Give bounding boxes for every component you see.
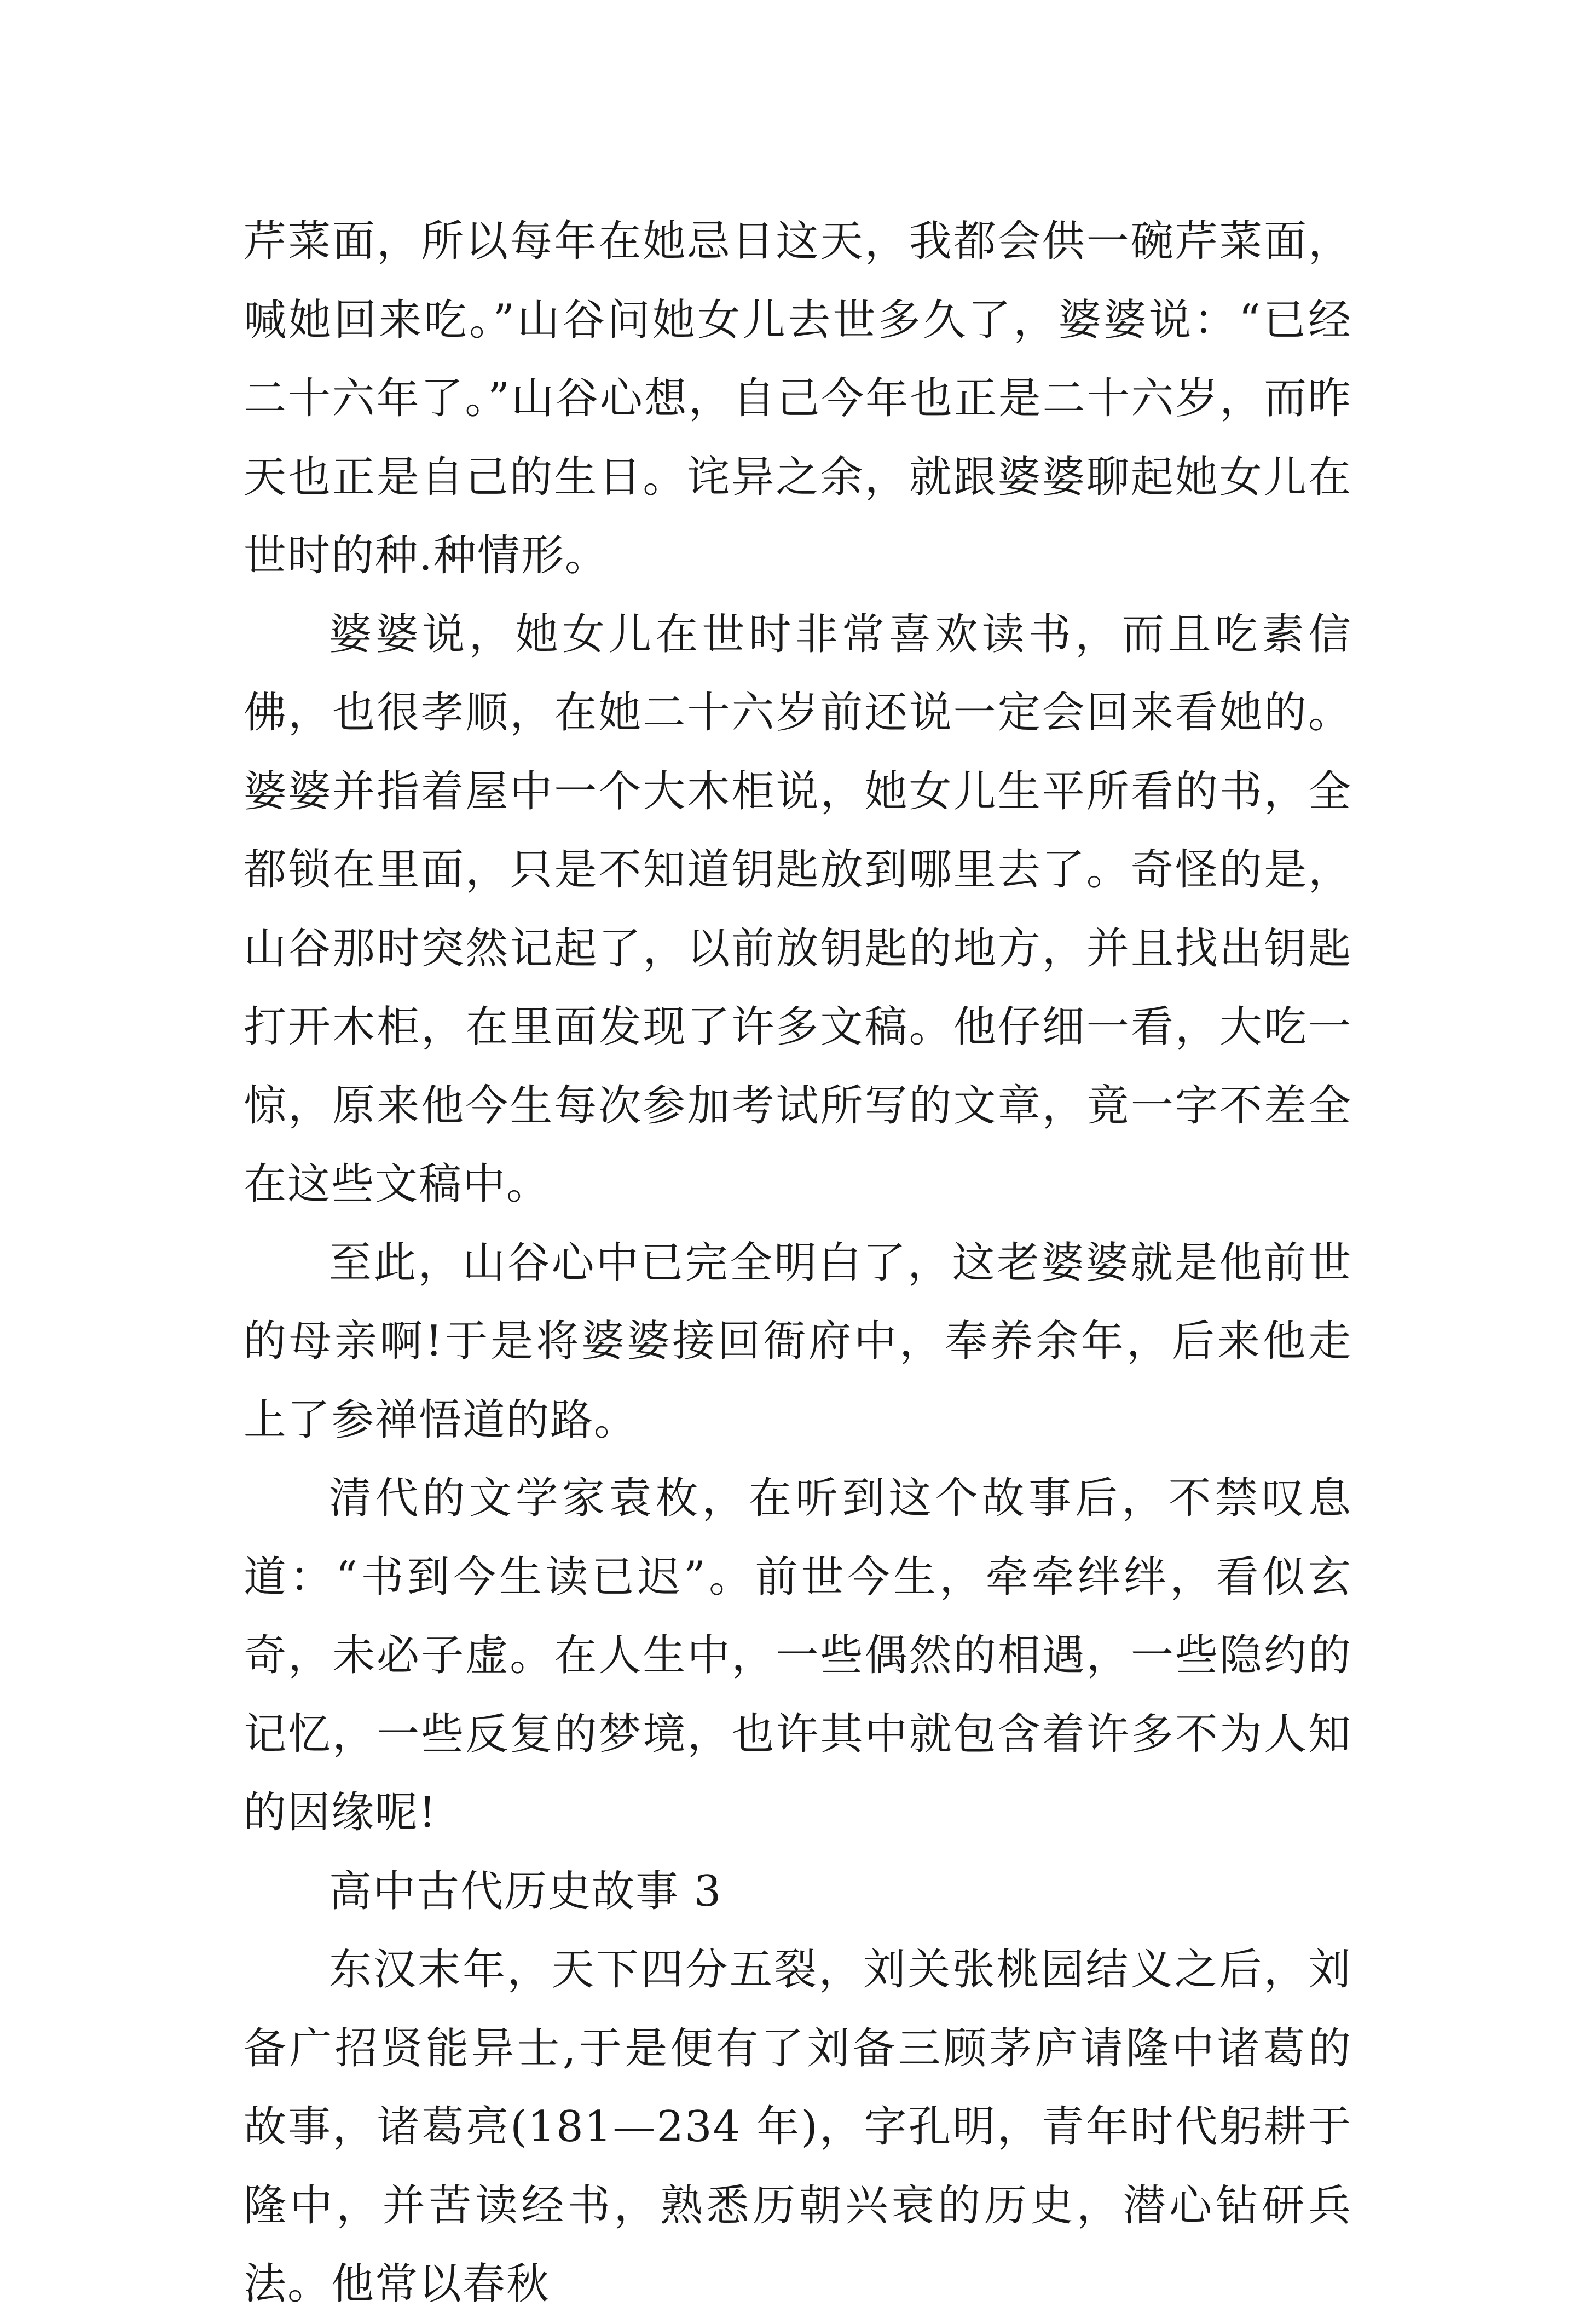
section-heading: 高中古代历史故事 3: [329, 1866, 722, 1916]
paragraph-2: 婆婆说，她女儿在世时非常喜欢读书，而且吃素信佛，也很孝顺，在她二十六岁前还说一定会回来看她的。婆婆并指着屋中一个大木柜说，她女儿生平所看的书，全都锁在里面，只是不知道钥匙放到哪里去了。奇怪的是，山谷那时突然记起了，以前放钥匙的地方，并且找出钥匙打开木柜，在里面发现了许多文稿。他仔细一看，大吃一惊，原来他今生每次参加考试所写的文章，竟一字不差全在这些文稿中。: [244, 609, 1352, 1209]
document-body: [244, 203, 1352, 2324]
paragraph-1: 芹菜面，所以每年在她忌日这天，我都会供一碗芹菜面，喊她回来吃。”山谷问她女儿去世多久了，婆婆说：“已经二十六年了。”山谷心想，自己今年也正是二十六岁，而昨天也正是自己的生日。诧异之余，就跟婆婆聊起她女儿在世时的种.种情形。: [244, 217, 1352, 580]
paragraph-3: 至此，山谷心中已完全明白了，这老婆婆就是他前世的母亲啊!于是将婆婆接回衙府中，奉养余年，后来他走上了参禅悟道的路。: [244, 1238, 1352, 1445]
paragraph-5: 东汉末年，天下四分五裂，刘关张桃园结义之后，刘备广招贤能异士,于是便有了刘备三顾茅庐请隆中诸葛的故事，诸葛亮(181—234 年)，字孔明，青年时代躬耕于隆中，并苦读经书，熟悉历朝兴衰的历史，潜心钻研兵法。他常以春秋: [244, 1945, 1352, 2309]
paragraph-4: 清代的文学家袁枚，在听到这个故事后，不禁叹息道：“书到今生读已迟”。前世今生，牵牵绊绊，看似玄奇，未必子虚。在人生中，一些偶然的相遇，一些隐约的记忆，一些反复的梦境，也许其中就包含着许多不为人知的因缘呢!: [244, 1474, 1352, 1837]
